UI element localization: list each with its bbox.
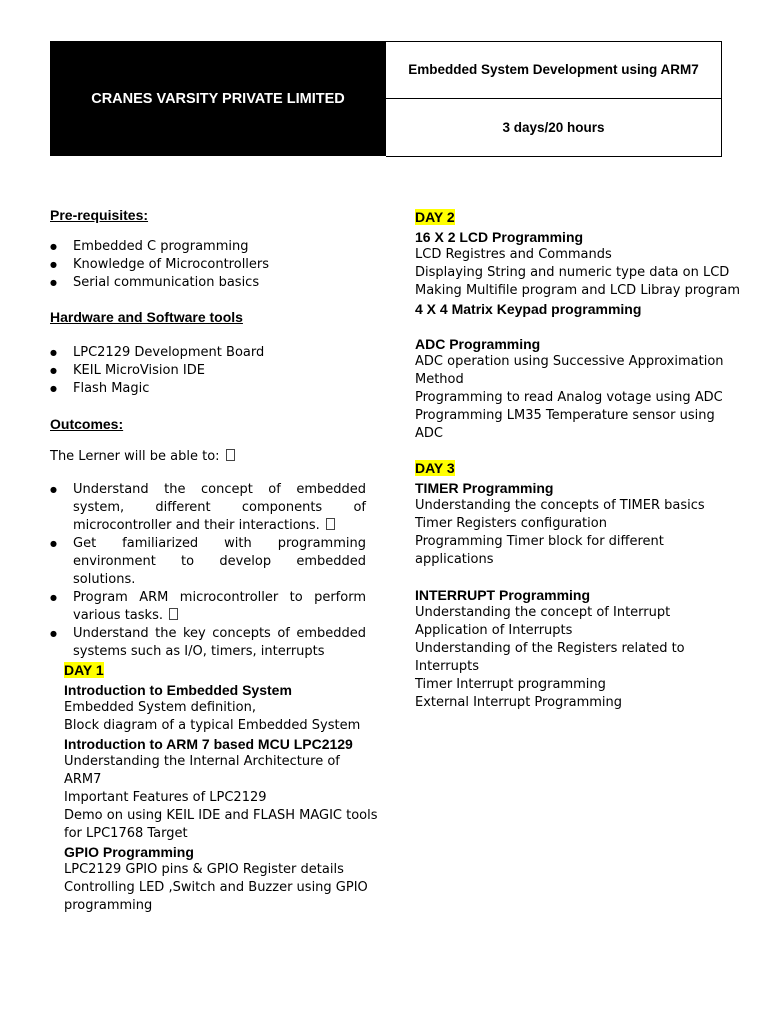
company-name-cell [50, 41, 386, 156]
prerequisites-list [50, 238, 366, 292]
section-line: Understanding the concept of Interrupt [415, 605, 671, 620]
day-badge: DAY 3 [415, 460, 455, 476]
section-line: ADC operation using Successive Approximation [415, 354, 724, 369]
course-duration-cell [386, 99, 721, 155]
list-item [50, 625, 366, 661]
section-line: ARM7 [64, 772, 102, 787]
day-badge: DAY 2 [415, 209, 455, 225]
section-title: INTERRUPT Programming [415, 587, 591, 603]
right-column [415, 208, 745, 712]
outcomes-intro [50, 448, 366, 466]
section-title: 16 X 2 LCD Programming [415, 229, 584, 245]
section-line: Embedded System definition, [64, 700, 256, 715]
section-title: Introduction to Embedded System [64, 682, 292, 698]
list-item [50, 535, 366, 589]
missing-glyph-icon [326, 518, 335, 530]
outcomes-list [50, 481, 366, 661]
company-name: CRANES VARSITY PRIVATE LIMITED [91, 90, 345, 107]
section-title: Introduction to ARM 7 based MCU LPC2129 [64, 736, 353, 752]
missing-glyph-icon [169, 608, 178, 620]
section-line: Method [415, 372, 464, 387]
section-line: Block diagram of a typical Embedded System [64, 718, 361, 733]
list-item [50, 481, 366, 535]
course-duration: 3 days/20 hours [502, 119, 605, 135]
day3-label [415, 459, 745, 479]
list-item: ● Embedded C programming [50, 238, 366, 256]
section-line: applications [415, 552, 494, 567]
section-title: GPIO Programming [64, 844, 194, 860]
section-title: TIMER Programming [415, 480, 554, 496]
list-item-text: Understand the key concepts of embedded systems such as I/O, timers, interrupts [73, 626, 366, 659]
section-line: LPC2129 GPIO pins & GPIO Register details [64, 862, 344, 877]
tools-heading: Hardware and Software tools [50, 309, 243, 325]
section-line: Important Features of LPC2129 [64, 790, 267, 805]
section-line: Controlling LED ,Switch and Buzzer using GPIO [64, 880, 368, 895]
section-line: Understanding of the Registers related to [415, 641, 685, 656]
list-item-text: Program ARM microcontroller to perform various tasks. [73, 590, 366, 623]
section-line: Understanding the Internal Architecture of [64, 754, 340, 769]
section-line: for LPC1768 Target [64, 826, 188, 841]
day1-section [64, 661, 378, 915]
prerequisites-heading: Pre-requisites: [50, 207, 149, 223]
list-item: ● Serial communication basics [50, 274, 366, 292]
day2-label [415, 208, 745, 228]
list-item: ● Knowledge of Microcontrollers [50, 256, 366, 274]
list-item [50, 589, 366, 625]
missing-glyph-icon [226, 449, 235, 461]
list-item-text: Understand the concept of embedded system, different components of microcontroller and their interactions. [73, 482, 366, 533]
list-item-text: Get familiarized with programming environment to develop embedded solutions. [73, 536, 366, 587]
list-item: ● LPC2129 Development Board [50, 344, 366, 362]
outcomes-heading: Outcomes: [50, 416, 124, 432]
section-title: 4 X 4 Matrix Keypad programming [415, 301, 642, 317]
section-line: Programming Timer block for different [415, 534, 664, 549]
course-title-cell [386, 42, 721, 99]
section-line: Timer Registers configuration [415, 516, 607, 531]
list-item: ● Flash Magic [50, 380, 366, 398]
outcomes-intro-text: The Lerner will be able to: [50, 449, 224, 464]
left-column [50, 205, 366, 661]
section-line: Programming to read Analog votage using ADC [415, 390, 723, 405]
section-title: ADC Programming [415, 336, 541, 352]
section-line: Application of Interrupts [415, 623, 573, 638]
section-line: programming [64, 898, 153, 913]
section-line: ADC [415, 426, 443, 441]
course-info-box [386, 41, 722, 157]
day-badge: DAY 1 [64, 662, 104, 678]
section-line: LCD Registres and Commands [415, 247, 612, 262]
section-line: Demo on using KEIL IDE and FLASH MAGIC tools [64, 808, 378, 823]
section-line: External Interrupt Programming [415, 695, 623, 710]
section-line: Timer Interrupt programming [415, 677, 606, 692]
section-line: Programming LM35 Temperature sensor using [415, 408, 715, 423]
course-title: Embedded System Development using ARM7 [408, 61, 699, 77]
section-line: Displaying String and numeric type data on LCD [415, 265, 730, 280]
section-line: Interrupts [415, 659, 479, 674]
day1-label [64, 661, 374, 681]
section-line: Understanding the concepts of TIMER basics [415, 498, 705, 513]
tools-list [50, 344, 366, 398]
list-item: ● KEIL MicroVision IDE [50, 362, 366, 380]
section-line: Making Multifile program and LCD Libray program [415, 283, 741, 298]
